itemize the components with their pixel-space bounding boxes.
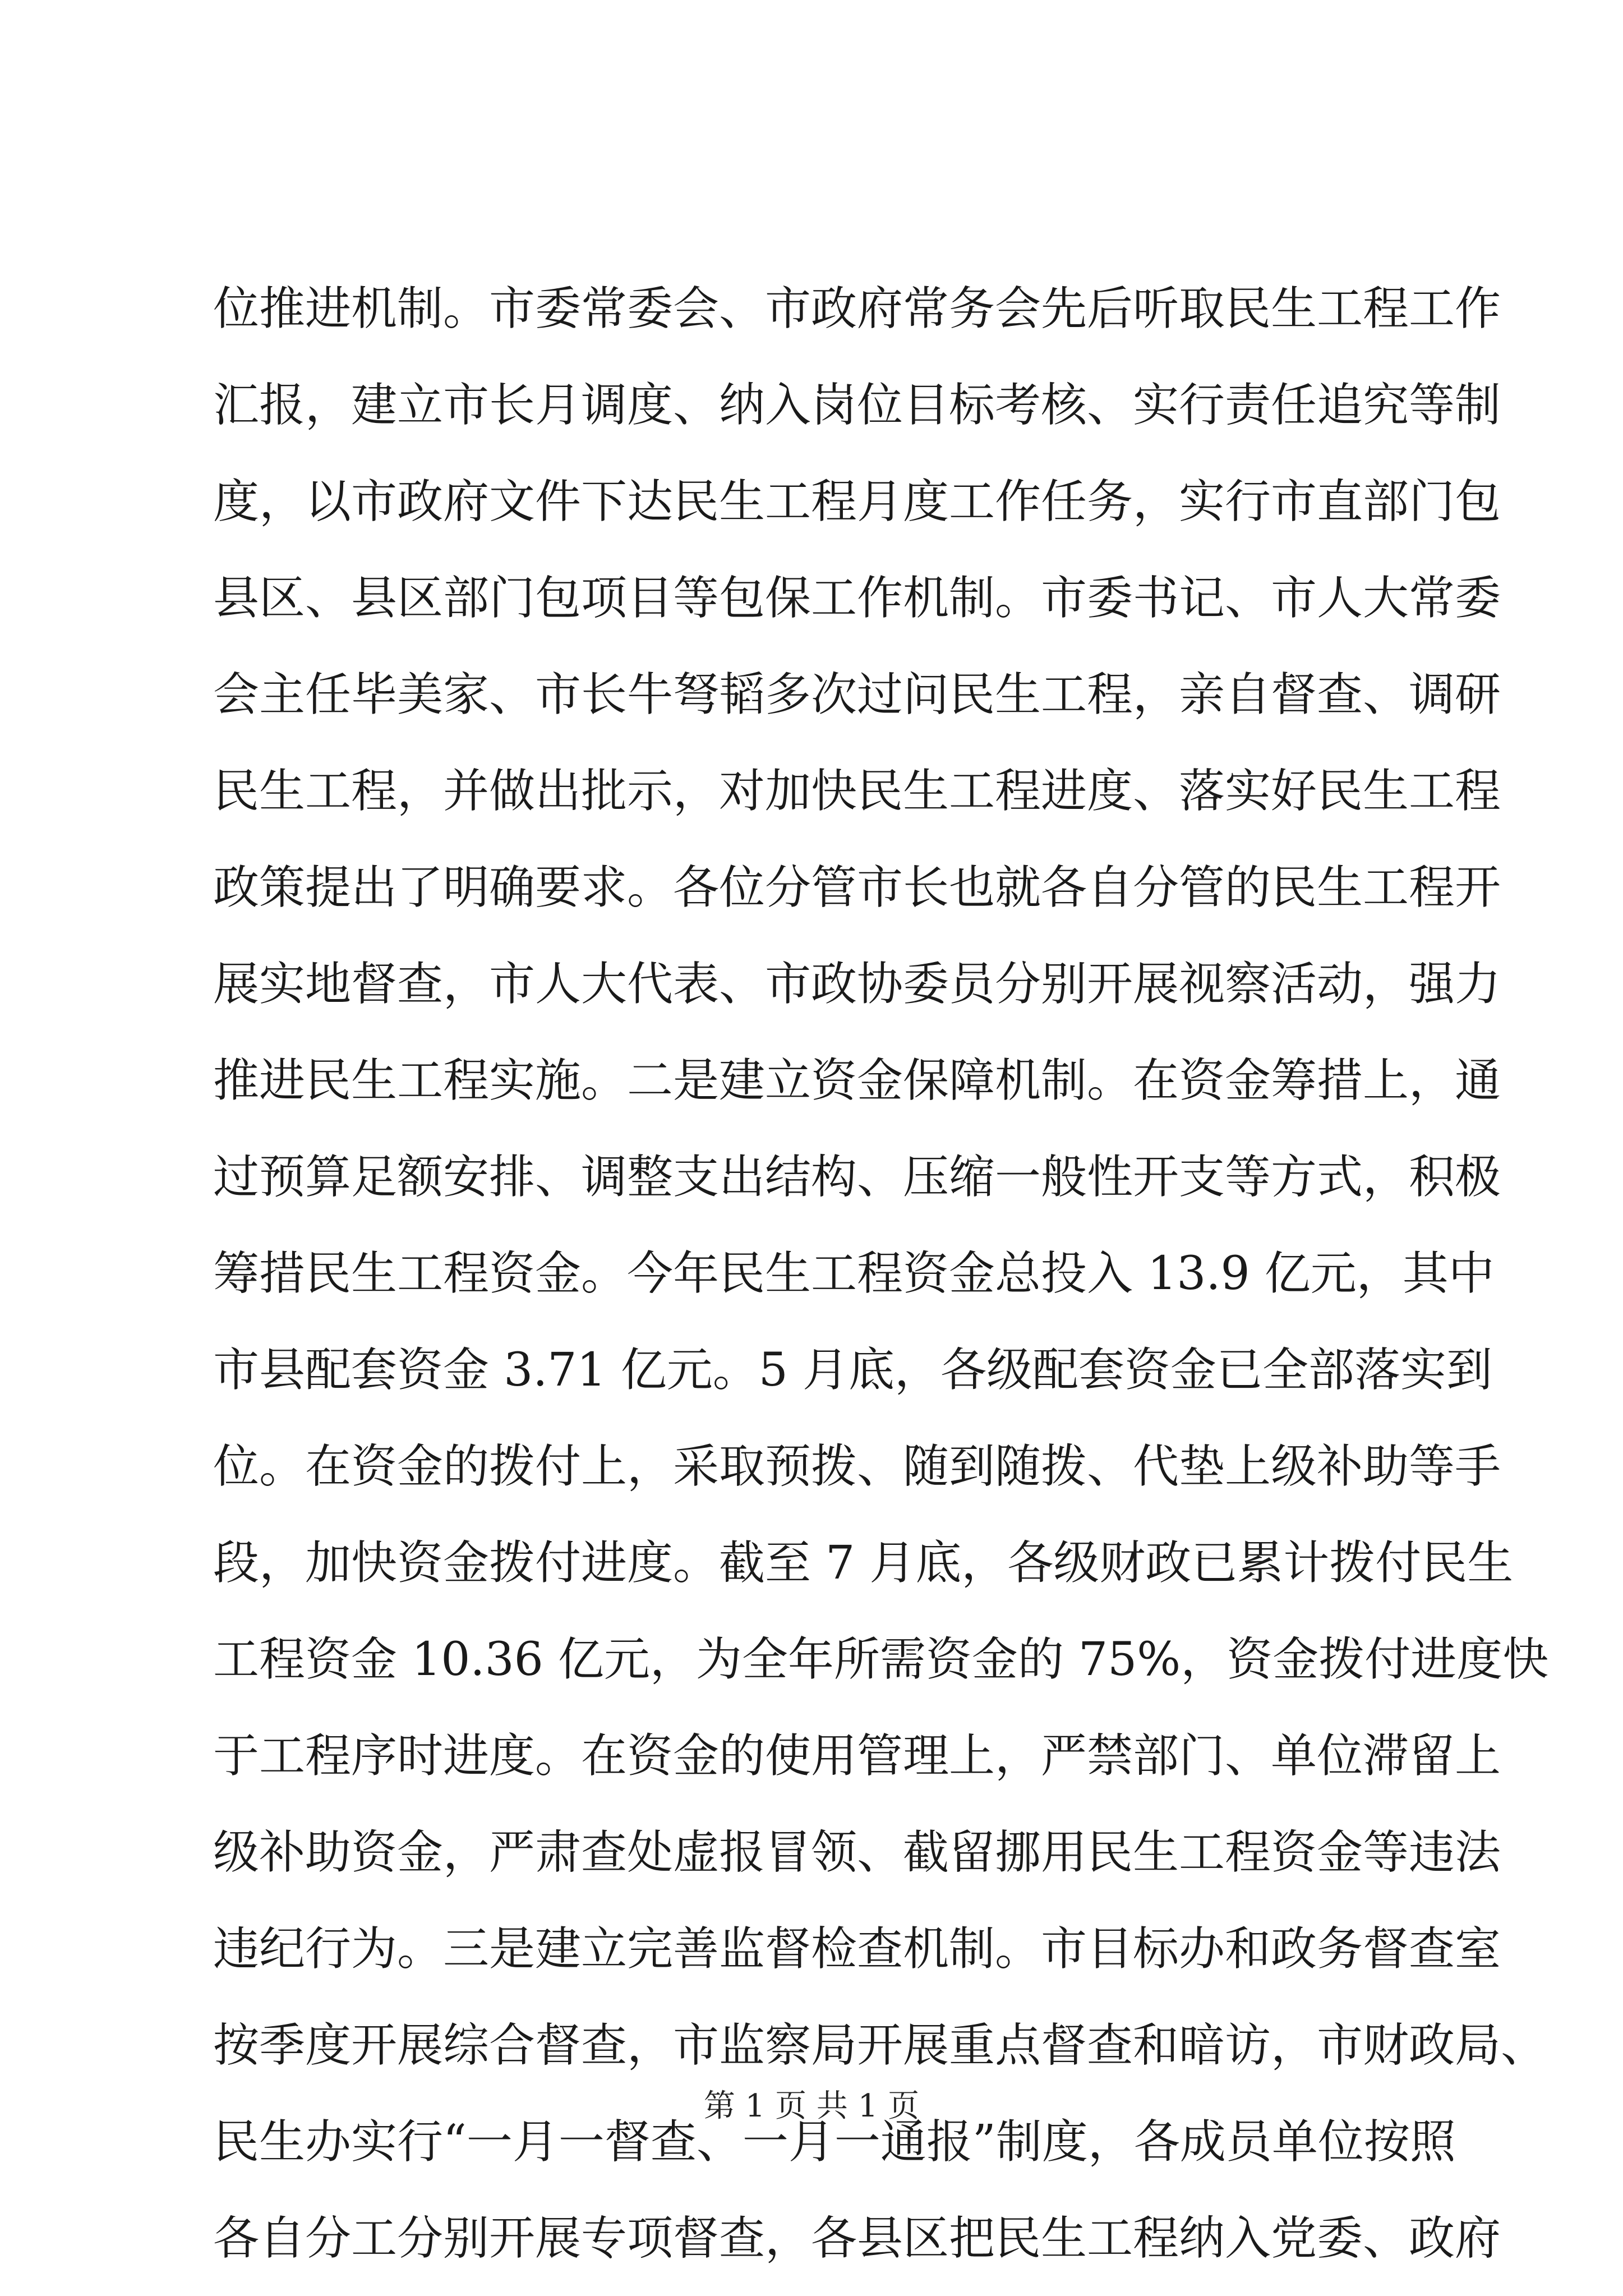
text-line: 违纪行为。三是建立完善监督检查机制。市目标办和政务督查室 xyxy=(213,1922,1501,1976)
text-line: 位。在资金的拨付上，采取预拨、随到随拨、代垫上级补助等手 xyxy=(213,1440,1501,1493)
text-line: 各自分工分别开展专项督查，各县区把民生工程纳入党委、政府 xyxy=(213,2212,1501,2265)
text-line: 位推进机制。市委常委会、市政府常务会先后听取民生工程工作 xyxy=(213,282,1501,335)
text-line: 度，以市政府文件下达民生工程月度工作任务，实行市直部门包 xyxy=(213,475,1501,528)
text-line: 按季度开展综合督查，市监察局开展重点督查和暗访，市财政局、 xyxy=(213,2019,1547,2072)
text-line: 于工程序时进度。在资金的使用管理上，严禁部门、单位滞留上 xyxy=(213,1729,1501,1783)
text-line: 级补助资金，严肃查处虚报冒领、截留挪用民生工程资金等违法 xyxy=(213,1826,1501,1879)
text-line: 过预算足额安排、调整支出结构、压缩一般性开支等方式，积极 xyxy=(213,1151,1501,1204)
text-line: 民生办实行“一月一督查、一月一通报”制度，各成员单位按照 xyxy=(213,2115,1456,2169)
text-line: 推进民生工程实施。二是建立资金保障机制。在资金筹措上，通 xyxy=(213,1054,1501,1107)
text-line: 工程资金 10.36 亿元，为全年所需资金的 75%，资金拨付进度快 xyxy=(213,1633,1549,1686)
text-line: 展实地督查，市人大代表、市政协委员分别开展视察活动，强力 xyxy=(213,958,1501,1011)
page-number-label: 第 1 页 共 1 页 xyxy=(703,2088,920,2124)
text-line: 政策提出了明确要求。各位分管市长也就各自分管的民生工程开 xyxy=(213,861,1501,914)
page-footer xyxy=(0,2084,1623,2129)
body-text xyxy=(213,261,1549,2287)
text-line: 市县配套资金 3.71 亿元。5 月底，各级配套资金已全部落实到 xyxy=(213,1343,1492,1397)
text-line: 会主任毕美家、市长牛弩韬多次过问民生工程，亲自督查、调研 xyxy=(213,668,1501,721)
text-line: 汇报，建立市长月调度、纳入岗位目标考核、实行责任追究等制 xyxy=(213,379,1501,432)
text-line: 段，加快资金拨付进度。截至 7 月底，各级财政已累计拨付民生 xyxy=(213,1536,1514,1590)
text-line: 民生工程，并做出批示，对加快民生工程进度、落实好民生工程 xyxy=(213,765,1501,818)
text-line: 筹措民生工程资金。今年民生工程资金总投入 13.9 亿元，其中 xyxy=(213,1247,1495,1300)
text-line: 县区、县区部门包项目等包保工作机制。市委书记、市人大常委 xyxy=(213,572,1501,625)
